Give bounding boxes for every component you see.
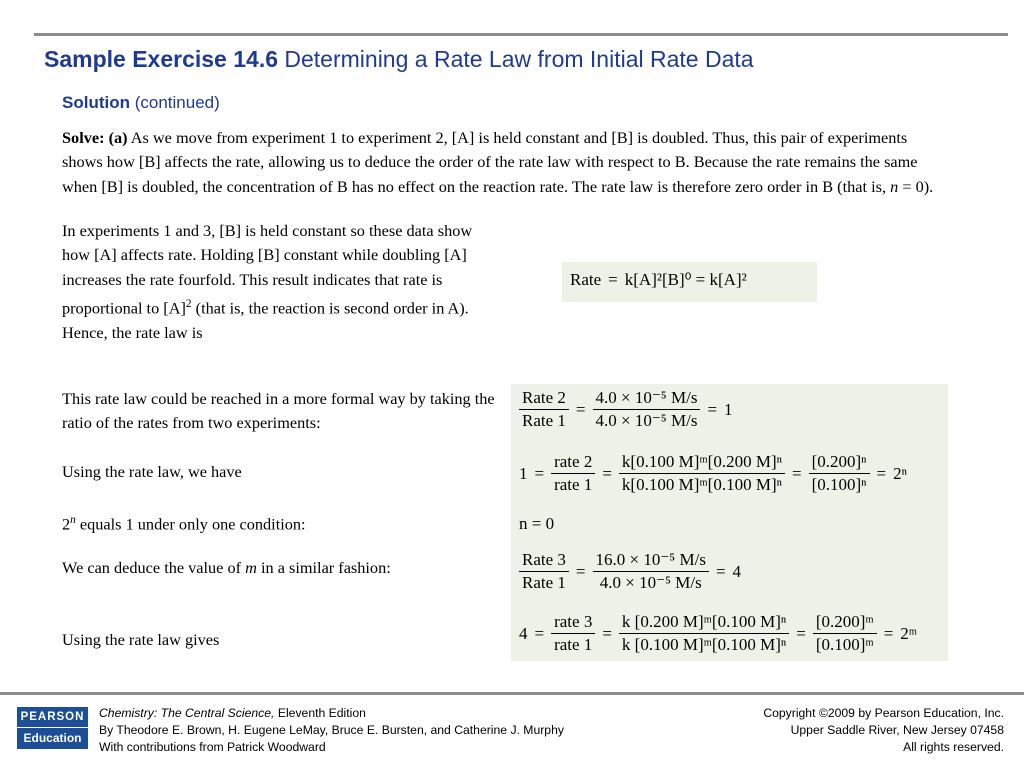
paragraph-using-rate-law-gives: Using the rate law gives	[62, 630, 220, 649]
ratio-equations-panel	[511, 384, 948, 661]
bottom-divider	[0, 692, 1024, 695]
solve-paragraph: Solve: (a) As we move from experiment 1 to experiment 2, [A] is held constant and [B] is doubled. Thus, this pair of experiments shows how [B] affects the rate, allowing us to deduce the order of the rate law with respect to B. Because the rate remains the same when [B] is doubled, the concentration of B has no effect on the reaction rate. The rate law is therefore zero order in B (that is, n = 0).	[62, 128, 934, 196]
top-divider	[34, 33, 1008, 36]
subtitle-continued: (continued)	[134, 93, 220, 112]
ratio-rate-law-n: 1 = $\frac{\text{rate 2}}{\text{rate 1}}$ = $\frac{\text{k[0.100 M]ᵐ[0.200 M]ⁿ}}{\text{k[0.100 M]ᵐ[0.100 M]ⁿ}}$ = $\frac{\text{[0.200]ⁿ}}{\text{[0.100]ⁿ}}$ = 2ⁿ	[519, 452, 907, 494]
solve-label: Solve: (a)	[62, 128, 128, 147]
rate-law-equation: Rate = k[A]²[B]⁰ = k[A]²	[562, 262, 817, 302]
paragraph-experiments-1-3: In experiments 1 and 3, [B] is held constant so these data show how [A] affects rate. Holding [B] constant while doubling [A] increases the rate fourfold. This result indicates that rate is proportional to $[A]^2$ (that is, the reaction is second order in A). Hence, the rate law is	[62, 221, 473, 342]
solve-text: As we move from experiment 1 to experiment 2, [A] is held constant and [B] is doubled. Thus, this pair of experiments shows how [B] affects the rate, allowing us to deduce the order of the rate law with respect to B. Because the rate remains the same when [B] is doubled, the concentration of B has no effect on the reaction rate. The rate law is therefore zero order in B (that is,	[62, 128, 918, 196]
ratio-rate3-rate1: $\frac{\text{Rate 3}}{\text{Rate 1}}$ = $\frac{\text{16.0 × 10⁻⁵ M/s}}{\text{4.0 × 10⁻⁵ M/s}}$ = 4	[519, 550, 741, 593]
slide-subtitle	[62, 93, 220, 113]
paragraph-using-rate-law: Using the rate law, we have	[62, 462, 242, 481]
paragraph-deduce-m: We can deduce the value of m in a similar fashion:	[62, 558, 391, 577]
footer-book-info	[99, 705, 564, 756]
title-exercise-number: Sample Exercise 14.6	[44, 46, 278, 72]
subtitle-solution: Solution	[62, 93, 130, 112]
book-authors: By Theodore E. Brown, H. Eugene LeMay, Bruce E. Bursten, and Catherine J. Murphy	[99, 723, 564, 737]
pearson-logo: PEARSON Education	[17, 707, 88, 749]
ratio-rate-law-m: 4 = $\frac{\text{rate 3}}{\text{rate 1}}$ = $\frac{\text{k [0.200 M]ᵐ[0.100 M]ⁿ}}{\text{k [0.100 M]ᵐ[0.100 M]ⁿ}}$ = $\frac{\text{[0.200]ᵐ}}{\text{[0.100]ᵐ}}$ = 2ᵐ	[519, 612, 918, 654]
n-result: n = 0	[519, 514, 555, 533]
footer-copyright: Copyright ©2009 by Pearson Education, Inc. Upper Saddle River, New Jersey 07458 All rights reserved.	[763, 706, 1004, 754]
book-contributors: With contributions from Patrick Woodward	[99, 740, 326, 754]
book-edition: Eleventh Edition	[277, 706, 366, 720]
paragraph-2n-condition: 2$^n$ equals 1 under only one condition:	[62, 514, 306, 534]
title-topic: Determining a Rate Law from Initial Rate Data	[284, 46, 754, 72]
ratio-rate2-rate1: $\frac{\text{Rate 2}}{\text{Rate 1}}$ = $\frac{\text{4.0 × 10⁻⁵ M/s}}{\text{4.0 × 10⁻⁵ M/s}}$ = 1	[519, 388, 733, 431]
paragraph-formal-way: This rate law could be reached in a more formal way by taking the ratio of the rates from two experiments:	[62, 389, 495, 433]
book-title: Chemistry: The Central Science,	[99, 706, 275, 720]
slide-title	[44, 46, 754, 73]
solve-end: = 0).	[902, 176, 934, 196]
